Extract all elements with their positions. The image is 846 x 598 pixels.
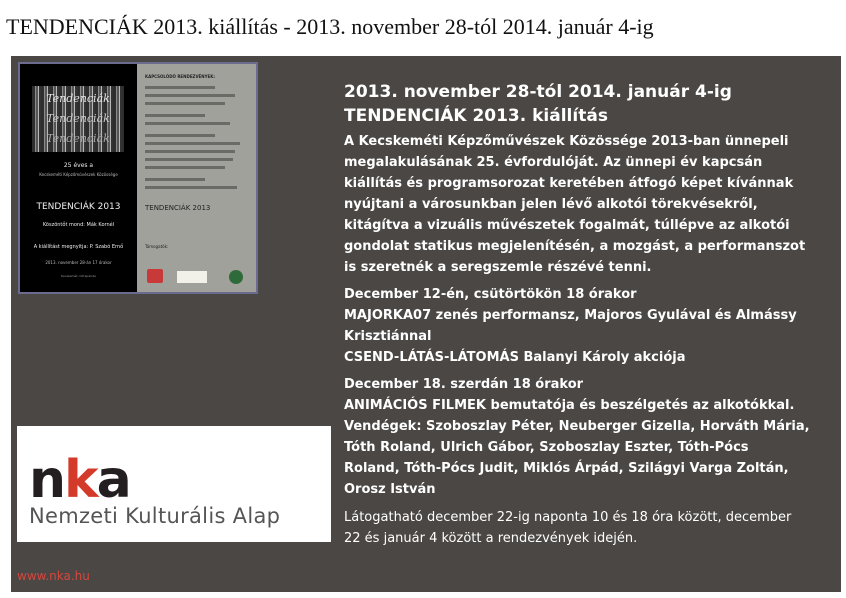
poster-right-side — [137, 64, 258, 292]
sponsor-logo-icon — [147, 269, 163, 283]
intro-line: is szeretnék a seregszemle részévé tenni. — [344, 260, 652, 275]
nka-letter-n: n — [29, 450, 65, 510]
sponsor-logo-icon — [229, 270, 243, 284]
intro-line: megalakulásának 25. évfordulóját. Az ünnepi év kapcsán — [344, 155, 763, 170]
event-line: Krisztiánnal — [344, 329, 432, 344]
poster-text: Kecskeméti Képzőművészek Közössége — [39, 172, 118, 177]
poster-text: 2013. november 28-án 17 órakor — [45, 260, 112, 265]
poster-text-line — [145, 178, 205, 181]
poster-text-line — [145, 158, 233, 161]
poster-right-heading: KAPCSOLÓDÓ RENDEZVÉNYEK: — [145, 74, 215, 79]
event-date-line: December 12-én, csütörtökön 18 órakor — [344, 287, 637, 302]
poster-text-line — [145, 166, 225, 169]
poster-right-title: TENDENCIÁK 2013 — [145, 204, 211, 212]
poster-title: TENDENCIÁK 2013 — [36, 202, 121, 212]
nka-website-link[interactable]: www.nka.hu — [17, 569, 90, 583]
poster-text-line — [145, 142, 240, 145]
intro-line: kiállítás és programsorozat keretében átfogó képet kívánnak — [344, 176, 794, 191]
poster-support-label: Támogatók: — [145, 244, 169, 249]
page-title: TENDENCIÁK 2013. kiállítás - 2013. november 28-tól 2014. január 4-ig — [6, 14, 654, 39]
sponsor-logo-icon — [177, 271, 207, 283]
poster-graphic — [32, 86, 124, 152]
poster-text-line — [145, 114, 205, 117]
guest-line: Orosz István — [344, 482, 436, 497]
event-line: MAJORKA07 zenés performansz, Majoros Gyulával és Almássy — [344, 308, 797, 323]
poster-text-line — [145, 134, 215, 137]
poster-text-line — [145, 150, 235, 153]
poster-text: A kiállítást megnyitja: P. Szabó Ernő — [33, 244, 124, 250]
poster-text-line — [145, 86, 215, 89]
opening-hours-paragraph — [344, 507, 839, 549]
intro-paragraph — [344, 131, 839, 278]
intro-line: nyújtani a városunkban jelen lévő alkotói törekvésekről, — [344, 197, 758, 212]
nka-letter-a: a — [96, 450, 130, 510]
poster-text-line — [145, 102, 225, 105]
opening-hours-line: Látogatható december 22-ig naponta 10 és 18 óra között, december — [344, 510, 792, 525]
content-panel — [11, 56, 841, 592]
poster-text: 25 éves a — [63, 162, 94, 169]
poster-graphic-text: Tendenciák — [46, 92, 110, 105]
opening-hours-line: 22 és január 4 között a rendezvények idején. — [344, 531, 638, 546]
guest-line: Roland, Tóth-Pócs Judit, Miklós Árpád, Szilágyi Varga Zoltán, — [344, 461, 789, 476]
intro-line: kitágítva a vizuális művészetek fogalmát, túllépve az alkotói — [344, 218, 790, 233]
poster-left-side — [20, 64, 137, 292]
exhibition-poster-image — [18, 62, 258, 294]
guest-line: Vendégek: Szoboszlay Péter, Neuberger Gizella, Horváth Mária, — [344, 419, 810, 434]
intro-line: A Kecskeméti Képzőművészek Közössége 2013-ban ünnepeli — [344, 134, 789, 149]
poster-text-line — [145, 122, 230, 125]
poster-text: Köszöntőt mond: Mák Kornél — [42, 222, 115, 228]
intro-line: gondolat statikus megjelenítésén, a mozgást, a performanszot — [344, 239, 806, 254]
event-line: ANIMÁCIÓS FILMEK bemutatója és beszélgetés az alkotókkal. — [344, 398, 795, 413]
dec18-event-paragraph — [344, 374, 839, 500]
nka-logo — [17, 426, 331, 542]
event-title: TENDENCIÁK 2013. kiállítás — [344, 106, 608, 126]
poster-graphic-text: Tendenciák — [46, 112, 110, 125]
event-description — [344, 80, 839, 549]
event-date-line: December 18. szerdán 18 órakor — [344, 377, 584, 392]
poster-text-line — [145, 186, 237, 189]
guest-line: Tóth Roland, Ulrich Gábor, Szoboszlay Eszter, Tóth-Pócs — [344, 440, 749, 455]
nka-logo-mark — [29, 450, 130, 510]
nka-logo-subtitle: Nemzeti Kulturális Alap — [29, 504, 281, 528]
poster-text: Kecskemét, Cifrapalota — [61, 274, 96, 278]
nka-letter-k: k — [64, 450, 97, 510]
poster-graphic-text: Tendenciák — [46, 132, 110, 145]
event-line: CSEND-LÁTÁS-LÁTOMÁS Balanyi Károly akciója — [344, 350, 686, 365]
dec12-event-paragraph — [344, 284, 839, 368]
date-heading: 2013. november 28-tól 2014. január 4-ig — [344, 82, 732, 102]
poster-text-line — [145, 94, 235, 97]
